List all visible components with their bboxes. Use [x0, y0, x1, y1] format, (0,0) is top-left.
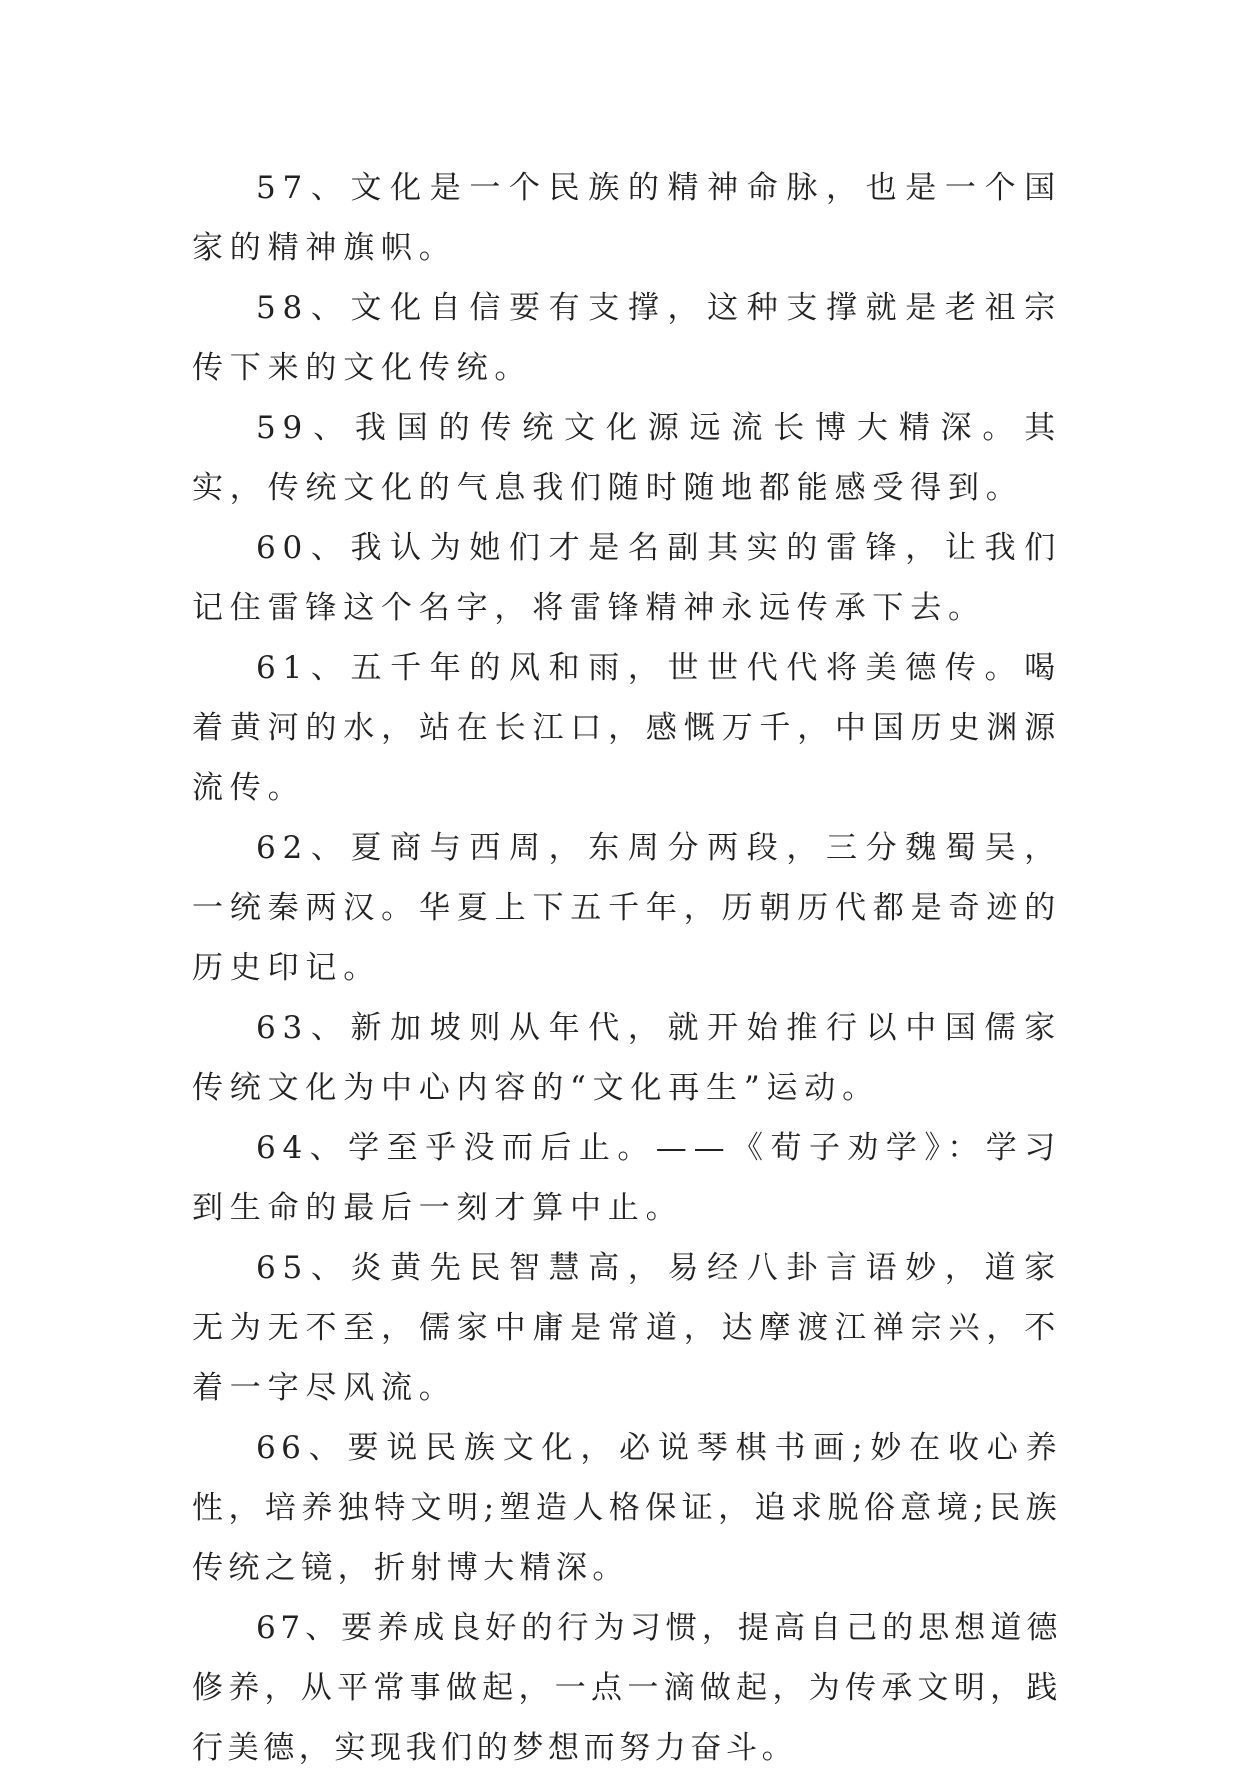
paragraph-65: 65、炎黄先民智慧高，易经八卦言语妙，道家无为无不至，儒家中庸是常道，达摩渡江禅宗兴，不着一字尽风流。 [192, 1250, 1062, 1406]
paragraph-57: 57、文化是一个民族的精神命脉，也是一个国家的精神旗帜。 [192, 170, 1062, 266]
paragraph-58: 58、文化自信要有支撑，这种支撑就是老祖宗传下来的文化传统。 [192, 290, 1062, 386]
paragraph-59: 59、我国的传统文化源远流长博大精深。其实，传统文化的气息我们随时随地都能感受得到。 [192, 410, 1062, 506]
paragraph-61: 61、五千年的风和雨，世世代代将美德传。喝着黄河的水，站在长江口，感慨万千，中国历史渊源流传。 [192, 650, 1062, 806]
document-body [192, 158, 1062, 1778]
paragraph-67: 67、要养成良好的行为习惯，提高自己的思想道德修养，从平常事做起，一点一滴做起，为传承文明，践行美德，实现我们的梦想而努力奋斗。 [192, 1610, 1062, 1766]
paragraph-62: 62、夏商与西周，东周分两段，三分魏蜀吴，一统秦两汉。华夏上下五千年，历朝历代都是奇迹的历史印记。 [192, 830, 1062, 986]
paragraph-64: 64、学至乎没而后止。——《荀子劝学》：学习到生命的最后一刻才算中止。 [192, 1130, 1062, 1226]
paragraph-60: 60、我认为她们才是名副其实的雷锋，让我们记住雷锋这个名字，将雷锋精神永远传承下去。 [192, 530, 1062, 626]
paragraph-66: 66、要说民族文化，必说琴棋书画;妙在收心养性，培养独特文明;塑造人格保证，追求脱俗意境;民族传统之镜，折射博大精深。 [192, 1430, 1062, 1586]
paragraph-63: 63、新加坡则从年代，就开始推行以中国儒家传统文化为中心内容的“文化再生”运动。 [192, 1010, 1062, 1106]
